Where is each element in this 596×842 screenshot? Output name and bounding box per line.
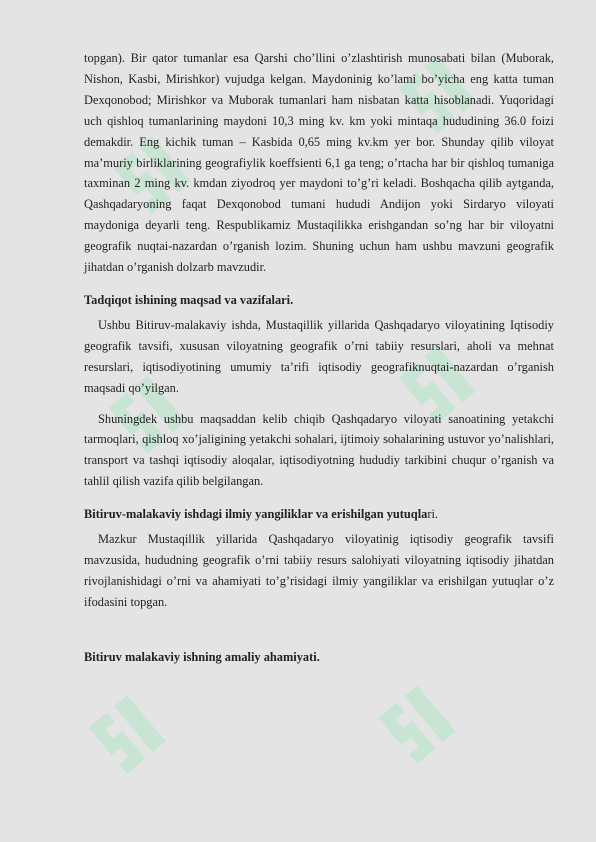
body-paragraph: Shuningdek ushbu maqsaddan kelib chiqib Qashqadaryo viloyati sanoatining yetakchi tarmoqlari, qishloq xo’jaligining yetakchi sohalari, ijtimoiy sohalarining ustuvor yo’nalishlari, transport va tashqi iqtisodiy aloqalar, iqtisodiyotning hududiy tarkibini chuqur o’rganish va tahlil qilish vazifa qilib belgilangan. (84, 411, 554, 489)
body-paragraph: Ushbu Bitiruv-malakaviy ishda, Mustaqillik yillarida Qashqadaryo viloyatining Iqtisodiy geografik tavsifi, xususan viloyatning geografik o’rni tabiiy resurslari, aholi va mehnat resurslari, iqtisodiyotining umumiy ta’rifi iqtisodiy geografiknuqtai-nazardan o’rganish maqsadi qo’yilgan. (84, 317, 554, 395)
document-body (84, 48, 554, 672)
body-paragraph: Mazkur Mustaqillik yillarida Qashqadaryo viloyatinig iqtisodiy geografik tavsifi mavzusida, hududning geografik o’rni tabiiy resurs salohiyati viloyatning iqtisodiy jihatdan rivojlanishidagi o’rni va ahamiyati to’g’risidagi ilmiy yangiliklar va erishilgan yutuqlar o’z ifodasini topgan. (84, 532, 554, 609)
section-heading-tail: ri. (427, 507, 438, 522)
soff-watermark-icon (360, 670, 480, 790)
soff-watermark-icon (70, 680, 190, 800)
section-heading: Tadqiqot ishining maqsad va vazifalari. (84, 292, 294, 307)
body-paragraph: topgan). Bir qator tumanlar esa Qarshi cho’llini o’zlashtirish munosabati bilan (Muborak, Nishon, Kasbi, Mirishkor) vujudga kelgan. Maydoninig ko’lami bo’yicha eng katta tuman Dexqonobod; Mirishkor va Muborak tumanlari ham nisbatan katta hisoblanadi. Yuqoridagi uch qishloq tumanlarining maydoni 10,3 ming kv. km yoki mintaqa hududining 36.0 foizi demakdir. Eng kichik tuman – Kasbida 0,65 ming kv.km yer bor. Shunday qilib viloyat ma’muriy birliklarining geografiylik koeffsienti 6,1 ga teng; o’rtacha har bir qishloq tumaniga taxminan 2 ming kv. kmdan ziyodroq yer maydoni to’g’ri keladi. Boshqacha qilib aytganda, Qashqadaryoning faqat Dexqonobod tumani hududi Andijon yoki Sirdaryo viloyati maydoniga deyarli teng. Respublikamiz Mustaqilikka erishgandan so’ng har bir viloyatni geografik nuqtai-nazardan o’rganish lozim. Shuning uchun ham ushbu mavzuni geografik jihatdan o’rganish dolzarb mavzudir. (84, 51, 554, 275)
section-heading: Bitiruv malakaviy ishning amaliy ahamiyati. (84, 649, 320, 664)
section-heading-bold: Bitiruv-malakaviy ishdagi ilmiy yangiliklar va erishilgan yutuqla (84, 507, 428, 522)
section-heading (84, 504, 554, 525)
